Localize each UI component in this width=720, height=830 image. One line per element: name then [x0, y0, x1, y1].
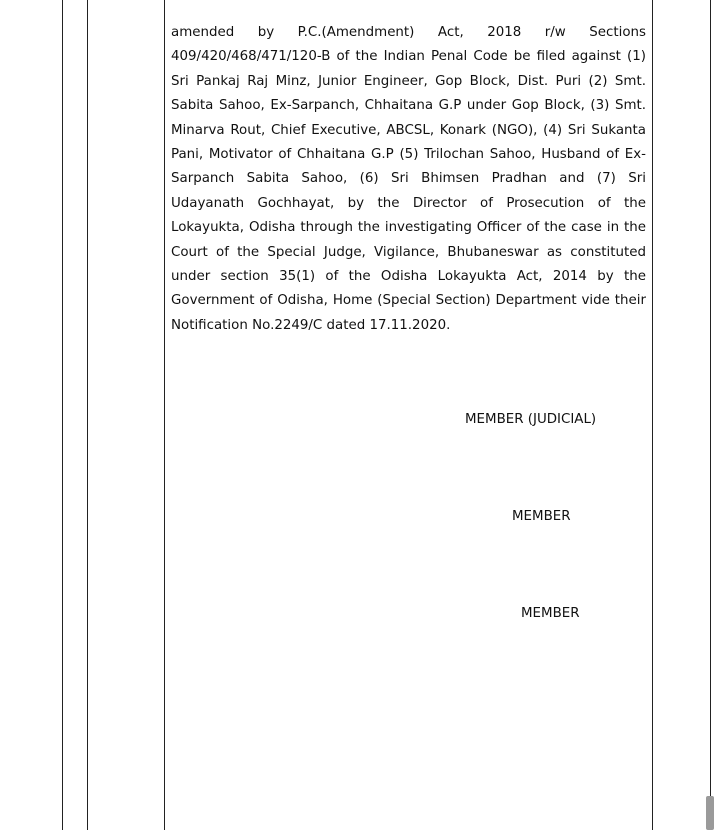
order-line: Udayanath Gochhayat, by the Director of Prosecution of the: [171, 195, 646, 211]
table-column-border: [87, 0, 88, 830]
order-line: Court of the Special Judge, Vigilance, Bhubaneswar as constituted: [171, 244, 646, 260]
order-line: Pani, Motivator of Chhaitana G.P (5) Trilochan Sahoo, Husband of Ex-: [171, 147, 646, 163]
table-column-border: [710, 0, 711, 830]
order-line: Government of Odisha, Home (Special Section) Department vide their: [171, 293, 646, 309]
table-column-border: [62, 0, 63, 830]
scrollbar-thumb[interactable]: [706, 796, 714, 830]
order-line: Notification No.2249/C dated 17.11.2020.: [171, 317, 451, 333]
table-column-border: [652, 0, 653, 830]
order-line: amended by P.C.(Amendment) Act, 2018 r/w Sections: [171, 25, 646, 40]
order-line: 409/420/468/471/120-B of the Indian Penal Code be filed against (1): [171, 49, 646, 65]
order-line: Minarva Rout, Chief Executive, ABCSL, Konark (NGO), (4) Sri Sukanta: [171, 122, 646, 138]
order-line: Sabita Sahoo, Ex-Sarpanch, Chhaitana G.P under Gop Block, (3) Smt.: [171, 98, 646, 114]
table-column-border: [164, 0, 165, 830]
order-paragraph: [171, 21, 646, 338]
order-line: under section 35(1) of the Odisha Lokayukta Act, 2014 by the: [171, 269, 646, 285]
signature-member: MEMBER: [512, 509, 571, 524]
signature-member: MEMBER: [521, 606, 580, 621]
order-line: Sri Pankaj Raj Minz, Junior Engineer, Gop Block, Dist. Puri (2) Smt.: [171, 73, 646, 89]
signature-member-judicial: MEMBER (JUDICIAL): [465, 412, 597, 427]
order-line: Lokayukta, Odisha through the investigating Officer of the case in the: [171, 220, 646, 236]
order-line: Sarpanch Sabita Sahoo, (6) Sri Bhimsen Pradhan and (7) Sri: [171, 171, 646, 187]
